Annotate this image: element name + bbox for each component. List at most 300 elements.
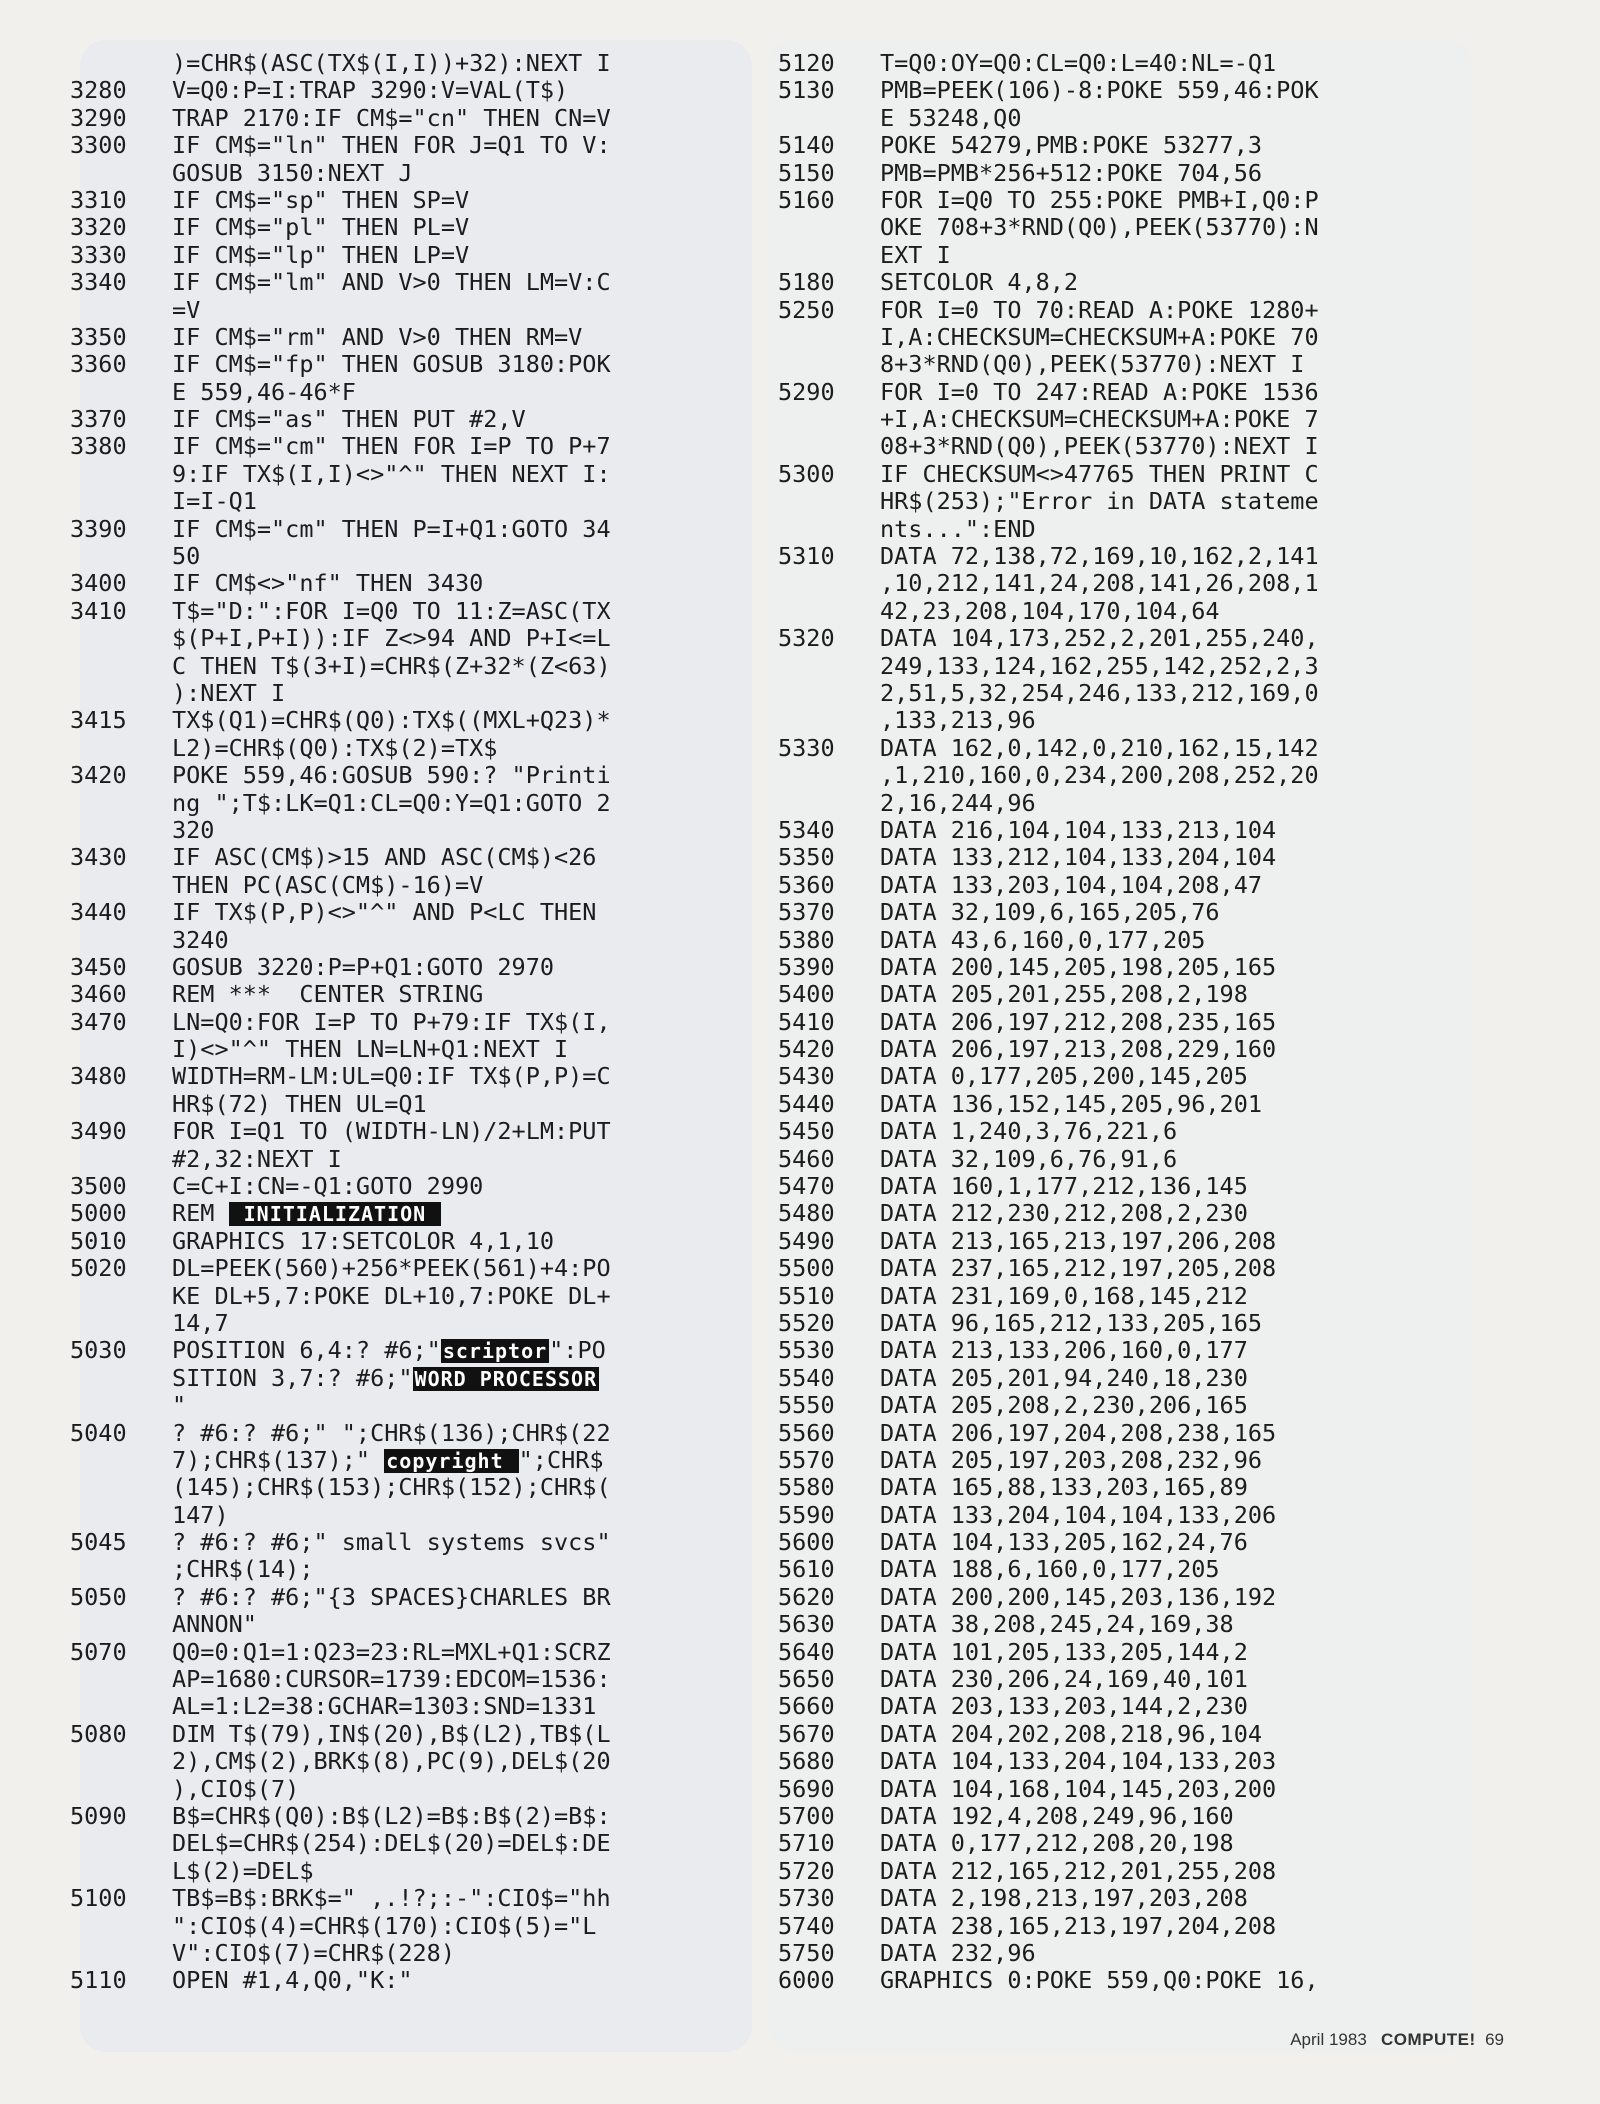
code-line — [778, 1803, 1538, 1830]
code-line — [70, 1200, 760, 1227]
code-line — [778, 461, 1538, 488]
line-number — [70, 735, 172, 762]
code-line — [70, 735, 760, 762]
code-text — [880, 1639, 1248, 1666]
code-segment: LN=Q0:FOR I=P TO P+79:IF TX$(I, — [172, 1007, 611, 1036]
line-number: 5380 — [778, 925, 835, 954]
line-number — [70, 1556, 172, 1583]
line-number: 5045 — [70, 1528, 127, 1557]
code-line — [778, 1146, 1538, 1173]
code-text — [172, 570, 483, 597]
code-text — [880, 1584, 1276, 1611]
code-text — [880, 954, 1276, 981]
code-text — [880, 77, 1319, 104]
line-number: 5480 — [778, 1199, 835, 1228]
line-number: 3380 — [70, 432, 127, 461]
code-segment: 3240 — [172, 925, 229, 954]
code-segment: IF CM$="lm" AND V>0 THEN LM=V:C — [172, 268, 611, 297]
line-number — [70, 1365, 172, 1392]
code-line — [778, 1392, 1538, 1419]
code-text — [172, 1913, 596, 1940]
code-text — [172, 77, 568, 104]
code-line — [70, 1502, 760, 1529]
code-line — [778, 269, 1538, 296]
code-text — [880, 1474, 1248, 1501]
code-text — [172, 1803, 611, 1830]
code-segment: TB$=B$:BRK$=" ,.!?;:-":CIO$="hh — [172, 1884, 611, 1913]
line-number: 3290 — [70, 103, 127, 132]
code-segment: DATA 213,165,213,197,206,208 — [880, 1226, 1277, 1255]
code-segment: ? #6:? #6;" small systems svcs" — [172, 1528, 611, 1557]
code-text — [172, 954, 554, 981]
code-segment: REM *** CENTER STRING — [172, 980, 484, 1009]
line-number: 3430 — [70, 843, 127, 872]
code-line — [70, 1091, 760, 1118]
code-segment: DATA 230,206,24,169,40,101 — [880, 1665, 1248, 1694]
code-segment: I)<>"^" THEN LN=LN+Q1:NEXT I — [172, 1035, 569, 1064]
code-text — [172, 1967, 413, 1994]
code-text — [880, 1283, 1248, 1310]
code-segment: GOSUB 3150:NEXT J — [172, 158, 413, 187]
code-text — [172, 132, 611, 159]
code-text — [172, 1639, 611, 1666]
code-text — [880, 1529, 1248, 1556]
code-text — [172, 1748, 611, 1775]
line-number: 5330 — [778, 733, 835, 762]
code-segment: L2)=CHR$(Q0):TX$(2)=TX$ — [172, 733, 498, 762]
line-number — [70, 1913, 172, 1940]
code-segment: =V — [172, 295, 201, 324]
code-segment: 249,133,124,162,255,142,252,2,3 — [880, 651, 1319, 680]
code-line — [778, 1858, 1538, 1885]
code-segment: $(P+I,P+I)):IF Z<>94 AND P+I<=L — [172, 624, 611, 653]
code-line — [70, 214, 760, 241]
code-segment: DATA 232,96 — [880, 1938, 1036, 1967]
code-line — [778, 981, 1538, 1008]
line-number: 3415 — [70, 706, 127, 735]
code-segment: ng ";T$:LK=Q1:CL=Q0:Y=Q1:GOTO 2 — [172, 788, 611, 817]
code-segment: 2),CM$(2),BRK$(8),PC(9),DEL$(20 — [172, 1747, 611, 1776]
code-line — [70, 1693, 760, 1720]
code-segment: E 53248,Q0 — [880, 103, 1022, 132]
line-number — [70, 1858, 172, 1885]
code-line — [70, 1967, 760, 1994]
code-text — [880, 433, 1319, 460]
code-text — [172, 1584, 611, 1611]
code-segment: I=I-Q1 — [172, 487, 257, 516]
code-line — [778, 543, 1538, 570]
code-line — [70, 461, 760, 488]
code-text — [172, 1830, 611, 1857]
code-line — [778, 680, 1538, 707]
code-line — [70, 379, 760, 406]
line-number: 5000 — [70, 1199, 127, 1228]
code-segment: DATA 160,1,177,212,136,145 — [880, 1172, 1248, 1201]
code-text — [172, 1529, 611, 1556]
code-line — [778, 1830, 1538, 1857]
code-line — [70, 1255, 760, 1282]
code-segment: DATA 192,4,208,249,96,160 — [880, 1802, 1234, 1830]
code-segment: DATA 136,152,145,205,96,201 — [880, 1089, 1263, 1118]
line-number: 3330 — [70, 240, 127, 269]
code-segment: IF CM$="sp" THEN SP=V — [172, 185, 470, 214]
line-number: 5390 — [778, 952, 835, 981]
code-segment: +I,A:CHECKSUM=CHECKSUM+A:POKE 7 — [880, 405, 1319, 434]
code-segment: DATA 238,165,213,197,204,208 — [880, 1911, 1277, 1940]
line-number: 5150 — [778, 158, 835, 187]
code-line — [778, 1420, 1538, 1447]
code-text — [172, 790, 611, 817]
line-number: 5560 — [778, 1418, 835, 1447]
code-segment: DATA 212,165,212,201,255,208 — [880, 1856, 1277, 1885]
line-number — [778, 790, 880, 817]
code-text — [172, 598, 611, 625]
code-text — [172, 1502, 229, 1529]
line-number: 5450 — [778, 1117, 835, 1146]
line-number: 5160 — [778, 185, 835, 214]
code-segment: DATA 205,201,94,240,18,230 — [880, 1363, 1248, 1392]
code-text — [172, 1885, 611, 1912]
line-number: 3300 — [70, 131, 127, 160]
code-segment: IF CM$="pl" THEN PL=V — [172, 213, 470, 242]
code-text — [172, 1283, 611, 1310]
code-text — [172, 1173, 483, 1200]
code-segment: #2,32:NEXT I — [172, 1144, 342, 1173]
line-number: 5180 — [778, 268, 835, 297]
code-line — [778, 1776, 1538, 1803]
code-line — [70, 160, 760, 187]
code-segment: T$="D:":FOR I=Q0 TO 11:Z=ASC(TX — [172, 596, 611, 625]
line-number: 3320 — [70, 213, 127, 242]
code-text — [172, 680, 285, 707]
code-segment: DATA 104,173,252,2,201,255,240, — [880, 624, 1319, 653]
code-line — [778, 187, 1538, 214]
code-segment: DATA 104,133,205,162,24,76 — [880, 1528, 1248, 1557]
code-segment: TRAP 2170:IF CM$="cn" THEN CN=V — [172, 103, 611, 132]
code-line — [70, 1310, 760, 1337]
code-line — [778, 1009, 1538, 1036]
code-line — [778, 1365, 1538, 1392]
code-segment: DATA 213,133,206,160,0,177 — [880, 1336, 1248, 1365]
code-line — [778, 735, 1538, 762]
code-segment: DATA 32,109,6,76,91,6 — [880, 1144, 1178, 1173]
code-segment: V":CIO$(7)=CHR$(228) — [172, 1938, 455, 1967]
code-line — [70, 1474, 760, 1501]
line-number: 5500 — [778, 1254, 835, 1283]
code-segment: AL=1:L2=38:GCHAR=1303:SND=1331 — [172, 1692, 597, 1721]
code-text — [172, 1337, 606, 1364]
code-text — [880, 1556, 1220, 1583]
code-line — [778, 1721, 1538, 1748]
code-segment: FOR I=0 TO 247:READ A:POKE 1536 — [880, 377, 1319, 406]
code-line — [70, 1228, 760, 1255]
code-segment: ,10,212,141,24,208,141,26,208,1 — [880, 569, 1319, 598]
code-segment: IF CM$<>"nf" THEN 3430 — [172, 569, 484, 598]
line-number: 5510 — [778, 1281, 835, 1310]
line-number — [70, 1310, 172, 1337]
code-line — [70, 598, 760, 625]
line-number — [70, 1611, 172, 1638]
code-segment: ":CIO$(4)=CHR$(170):CIO$(5)="L — [172, 1911, 597, 1940]
code-line — [70, 1830, 760, 1857]
line-number: 5020 — [70, 1254, 127, 1283]
code-text — [880, 1392, 1248, 1419]
code-line — [70, 1365, 760, 1392]
code-line — [778, 324, 1538, 351]
line-number — [778, 653, 880, 680]
code-line — [70, 1913, 760, 1940]
code-line — [70, 625, 760, 652]
code-line — [70, 1858, 760, 1885]
code-line — [778, 817, 1538, 844]
code-line — [70, 516, 760, 543]
line-number: 5610 — [778, 1555, 835, 1584]
code-line — [70, 653, 760, 680]
line-number — [70, 488, 172, 515]
code-segment: GRAPHICS 17:SETCOLOR 4,1,10 — [172, 1226, 555, 1255]
code-text — [880, 927, 1205, 954]
code-text — [172, 735, 497, 762]
code-line — [70, 1447, 760, 1474]
code-line — [778, 488, 1538, 515]
code-text — [172, 1118, 611, 1145]
code-segment: SITION 3,7:? #6;" — [172, 1363, 413, 1392]
code-text — [880, 1118, 1177, 1145]
code-segment: 2,51,5,32,254,246,133,212,169,0 — [880, 678, 1319, 707]
code-line — [70, 1666, 760, 1693]
line-number: 5030 — [70, 1336, 127, 1365]
line-number — [778, 707, 880, 734]
inverse-video-text: copyright — [386, 1448, 517, 1473]
code-segment: DATA 162,0,142,0,210,162,15,142 — [880, 733, 1319, 762]
code-segment: DATA 203,133,203,144,2,230 — [880, 1692, 1248, 1721]
code-text — [880, 1748, 1276, 1775]
code-line — [70, 1063, 760, 1090]
line-number — [778, 762, 880, 789]
code-text — [880, 844, 1276, 871]
line-number: 5130 — [778, 76, 835, 105]
line-number: 3280 — [70, 76, 127, 105]
code-line — [778, 297, 1538, 324]
code-text — [880, 653, 1319, 680]
code-segment: B$=CHR$(Q0):B$(L2)=B$:B$(2)=B$: — [172, 1802, 611, 1830]
line-number — [70, 1830, 172, 1857]
code-line — [778, 1556, 1538, 1583]
code-text — [172, 817, 214, 844]
code-segment: DATA 133,203,104,104,208,47 — [880, 870, 1263, 899]
code-line — [778, 1748, 1538, 1775]
code-text — [880, 1146, 1177, 1173]
code-segment: DATA 43,6,160,0,177,205 — [880, 925, 1206, 954]
code-segment: Q0=0:Q1=1:Q23=23:RL=MXL+Q1:SCRZ — [172, 1637, 611, 1666]
code-text — [880, 1885, 1248, 1912]
line-number — [778, 351, 880, 378]
line-number: 5460 — [778, 1144, 835, 1173]
code-segment: DATA 133,204,104,104,133,206 — [880, 1500, 1277, 1529]
code-line — [70, 433, 760, 460]
line-number: 5340 — [778, 815, 835, 844]
line-number: 5140 — [778, 131, 835, 160]
line-number: 5660 — [778, 1692, 835, 1721]
footer-date: April 1983 — [1290, 2030, 1367, 2049]
code-text — [172, 516, 611, 543]
code-segment: DATA 200,200,145,203,136,192 — [880, 1582, 1277, 1611]
code-text — [172, 1556, 313, 1583]
code-text — [172, 379, 356, 406]
page-footer — [1290, 2030, 1504, 2050]
code-text — [172, 1009, 611, 1036]
code-line — [778, 379, 1538, 406]
code-text — [880, 488, 1319, 515]
code-segment: AP=1680:CURSOR=1739:EDCOM=1536: — [172, 1665, 611, 1694]
inverse-video-text: INITIALIZATION — [230, 1202, 440, 1227]
code-text — [880, 1830, 1234, 1857]
code-text — [172, 406, 526, 433]
code-segment: ;CHR$(14); — [172, 1555, 314, 1584]
line-number — [70, 1447, 172, 1474]
code-line — [70, 187, 760, 214]
code-line — [70, 981, 760, 1008]
code-segment: )=CHR$(ASC(TX$(I,I))+32):NEXT I — [172, 49, 611, 77]
code-segment: IF TX$(P,P)<>"^" AND P<LC THEN — [172, 898, 597, 927]
code-segment: DATA 212,230,212,208,2,230 — [880, 1199, 1248, 1228]
line-number — [70, 1283, 172, 1310]
line-number: 5320 — [778, 624, 835, 653]
code-segment: OKE 708+3*RND(Q0),PEEK(53770):N — [880, 213, 1319, 242]
line-number — [778, 516, 880, 543]
code-text — [172, 1228, 554, 1255]
line-number: 3370 — [70, 405, 127, 434]
line-number: 3440 — [70, 898, 127, 927]
code-segment: IF CM$="cm" THEN P=I+Q1:GOTO 34 — [172, 514, 611, 543]
code-text — [172, 899, 596, 926]
code-segment: DATA 2,198,213,197,203,208 — [880, 1884, 1248, 1913]
code-line — [778, 1913, 1538, 1940]
line-number — [70, 461, 172, 488]
line-number — [70, 1502, 172, 1529]
line-number: 5090 — [70, 1802, 127, 1830]
code-segment: (145);CHR$(153);CHR$(152);CHR$( — [172, 1473, 611, 1502]
code-text — [880, 1036, 1276, 1063]
code-segment: DATA 38,208,245,24,169,38 — [880, 1610, 1234, 1639]
code-segment: DATA 188,6,160,0,177,205 — [880, 1555, 1220, 1584]
code-text — [880, 817, 1276, 844]
code-segment: " — [172, 1391, 187, 1420]
code-text — [880, 1940, 1036, 1967]
line-number: 5290 — [778, 377, 835, 406]
code-text — [880, 1009, 1276, 1036]
code-text — [880, 707, 1036, 734]
line-number — [778, 242, 880, 269]
line-number: 5630 — [778, 1610, 835, 1639]
code-segment: ):NEXT I — [172, 678, 286, 707]
code-line — [70, 1036, 760, 1063]
line-number — [70, 1748, 172, 1775]
code-segment: 08+3*RND(Q0),PEEK(53770):NEXT I — [880, 432, 1319, 461]
code-line — [778, 516, 1538, 543]
code-segment: 320 — [172, 815, 215, 844]
code-text — [880, 1502, 1276, 1529]
code-segment: IF CHECKSUM<>47765 THEN PRINT C — [880, 459, 1319, 488]
code-text — [172, 1063, 611, 1090]
line-number: 5540 — [778, 1363, 835, 1392]
code-segment: DL=PEEK(560)+256*PEEK(561)+4:PO — [172, 1254, 611, 1283]
code-text — [880, 1611, 1234, 1638]
code-line — [778, 1063, 1538, 1090]
line-number — [778, 680, 880, 707]
code-text — [172, 1036, 568, 1063]
code-line — [70, 105, 760, 132]
code-segment: ? #6:? #6;" ";CHR$(136);CHR$(22 — [172, 1418, 611, 1447]
code-text — [172, 653, 611, 680]
line-number: 5600 — [778, 1528, 835, 1557]
code-text — [172, 461, 611, 488]
code-line — [70, 1392, 760, 1419]
code-line — [778, 790, 1538, 817]
code-segment: nts...":END — [880, 514, 1036, 543]
code-line — [778, 1474, 1538, 1501]
code-line — [778, 1447, 1538, 1474]
code-text — [172, 981, 483, 1008]
code-text — [172, 1693, 596, 1720]
code-segment: 9:IF TX$(I,I)<>"^" THEN NEXT I: — [172, 459, 611, 488]
line-number: 5620 — [778, 1582, 835, 1611]
code-text — [172, 762, 611, 789]
line-number: 3400 — [70, 569, 127, 598]
code-segment: ";CHR$ — [518, 1445, 604, 1474]
code-segment: GRAPHICS 0:POKE 559,Q0:POKE 16, — [880, 1966, 1319, 1995]
line-number — [70, 927, 172, 954]
code-text — [172, 1392, 186, 1419]
code-segment: DATA 1,240,3,76,221,6 — [880, 1117, 1178, 1146]
code-text — [172, 50, 611, 77]
code-line — [70, 1885, 760, 1912]
code-text — [880, 981, 1248, 1008]
code-line — [778, 1693, 1538, 1720]
left-code-column — [70, 50, 760, 1995]
line-number: 3490 — [70, 1117, 127, 1146]
code-text — [172, 1146, 342, 1173]
code-text — [880, 680, 1319, 707]
line-number: 5310 — [778, 542, 835, 571]
line-number: 5550 — [778, 1391, 835, 1420]
code-text — [880, 1091, 1262, 1118]
code-line — [778, 1529, 1538, 1556]
line-number: 3470 — [70, 1007, 127, 1036]
code-segment: DATA 32,109,6,165,205,76 — [880, 898, 1220, 927]
code-segment: IF CM$="ln" THEN FOR J=Q1 TO V: — [172, 131, 611, 160]
code-text — [880, 105, 1021, 132]
code-text — [880, 625, 1319, 652]
code-text — [172, 1858, 313, 1885]
line-number: 5640 — [778, 1637, 835, 1666]
line-number: 5440 — [778, 1089, 835, 1118]
code-segment: C THEN T$(3+I)=CHR$(Z+32*(Z<63) — [172, 651, 611, 680]
code-line — [70, 1420, 760, 1447]
code-segment: 42,23,208,104,170,104,64 — [880, 596, 1220, 625]
code-text — [172, 1091, 427, 1118]
line-number: 3350 — [70, 322, 127, 351]
code-segment: TX$(Q1)=CHR$(Q0):TX$((MXL+Q23)* — [172, 706, 611, 735]
code-segment: DATA 205,208,2,230,206,165 — [880, 1391, 1248, 1420]
code-text — [172, 269, 611, 296]
code-text — [880, 1447, 1262, 1474]
code-text — [172, 1776, 299, 1803]
code-text — [880, 1200, 1248, 1227]
code-text — [172, 872, 483, 899]
code-text — [172, 543, 200, 570]
line-number — [778, 214, 880, 241]
